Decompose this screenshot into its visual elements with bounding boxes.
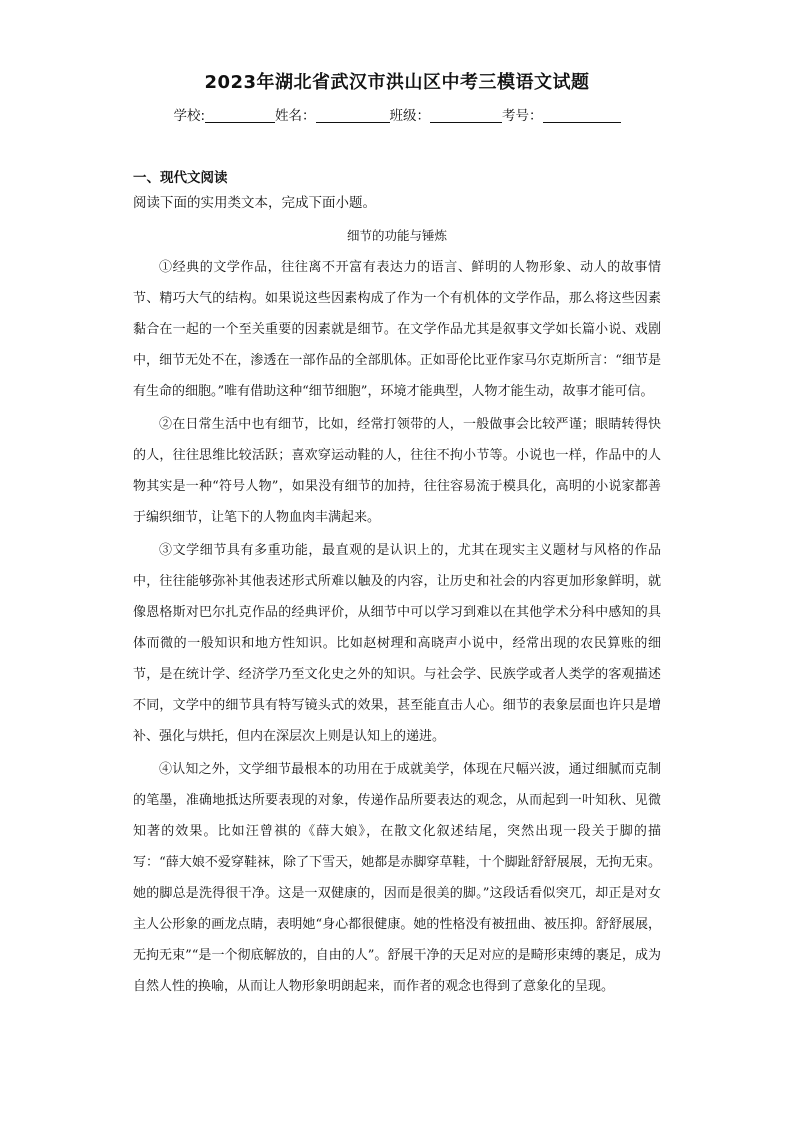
paragraph-3: ③文学细节具有多重功能，最直观的是认识上的，尤其在现实主义题材与风格的作品中，往往能够弥补其他表述形式所难以触及的内容，让历史和社会的内容更加形象鲜明，就像恩格斯对巴尔扎克作品的经典评价，从细节中可以学习到难以在其他学术分科中感知的具体而微的一般知识和地方性知识。比如赵树理和高晓声小说中，经常出现的农民算账的细节，是在统计学、经济学乃至文化史之外的知识。与社会学、民族学或者人类学的客观描述不同，文学中的细节具有特写镜头式的效果，甚至能直击人心。细节的表象层面也许只是增补、强化与烘托，但内在深层次上则是认知上的递进。: [133, 543, 661, 744]
article-title: 细节的功能与锤炼: [346, 228, 447, 243]
student-info-fields: [0, 104, 794, 124]
paragraph-1: ①经典的文学作品，往往离不开富有表达力的语言、鲜明的人物形象、动人的故事情节、精巧大气的结构。如果说这些因素构成了作为一个有机体的文学作品，那么将这些因素黏合在一起的一个至关重要的因素就是细节。在文学作品尤其是叙事文学如长篇小说、戏剧中，细节无处不在，渗透在一部作品的全部肌体。正如哥伦比亚作家马尔克斯所言：“细节是有生命的细胞。”唯有借助这种“细节细胞”，环境才能典型，人物才能生动，故事才能可信。: [133, 260, 661, 399]
section-title: 一、现代文阅读: [133, 170, 228, 186]
paragraph-4: ④认知之外，文学细节最根本的功用在于成就美学，体现在尺幅兴波，通过细腻而克制的笔墨，准确地抵达所要表现的对象，传递作品所要表达的观念，从而起到一叶知秋、见微知著的效果。比如汪曾祺的《薛大娘》，在散文化叙述结尾，突然出现一段关于脚的描写：“薛大娘不爱穿鞋袜，除了下雪天，她都是赤脚穿草鞋，十个脚趾舒舒展展，无拘无束。她的脚总是洗得很干净。这是一双健康的，因而是很美的脚。”这段话看似突兀，却正是对女主人公形象的画龙点睛，表明她“身心都很健康。她的性格没有被扭曲、被压抑。舒舒展展，无拘无束”“是一个彻底解放的，自由的人”。舒展干净的天足对应的是畸形束缚的裹足，成为自然人性的换喻，从而让人物形象明朗起来，而作者的观念也得到了意象化的呈现。: [133, 762, 661, 994]
name-blank: [316, 108, 390, 123]
class-label: 班级：: [389, 108, 431, 124]
exam-number-label: 考号：: [502, 108, 543, 124]
exam-number-blank: [543, 108, 621, 123]
paragraph-2: ②在日常生活中也有细节，比如，经常打领带的人，一般做事会比较严谨；眼睛转得快的人，往往思维比较活跃；喜欢穿运动鞋的人，往往不拘小节等。小说也一样，作品中的人物其实是一种“符号人物”，如果没有细节的加持，往往容易流于模具化，高明的小说家都善于编织细节，让笔下的人物血肉丰满起来。: [133, 417, 661, 525]
school-label: 学校:: [173, 108, 206, 124]
school-blank: [205, 108, 275, 123]
article-body: [133, 252, 661, 1004]
reading-instruction: 阅读下面的实用类文本，完成下面小题。: [133, 195, 376, 211]
exam-title: 2023年湖北省武汉市洪山区中考三模语文试题: [204, 72, 590, 93]
name-label: 姓名：: [275, 108, 316, 124]
class-blank: [430, 108, 502, 123]
